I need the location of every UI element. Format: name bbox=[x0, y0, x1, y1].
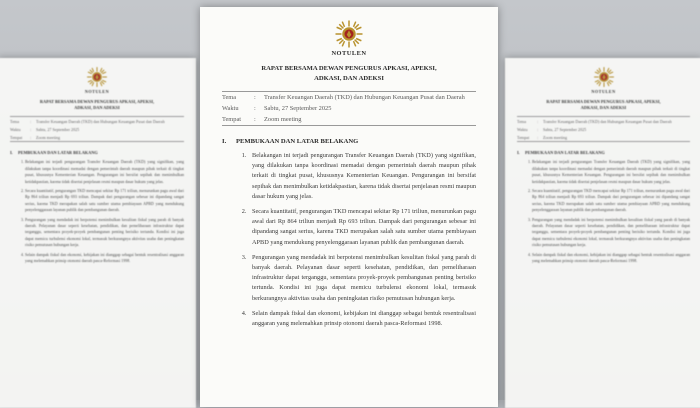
meta-value: Transfer Keuangan Daerah (TKD) dan Hubungan Keuangan Pusat dan Daerah bbox=[264, 92, 476, 104]
meta-value: Sabtu, 27 September 2025 bbox=[264, 105, 332, 113]
document-page-main bbox=[200, 7, 498, 407]
section-title: PEMBUKAAN DAN LATAR BELAKANG bbox=[236, 138, 359, 146]
document-title-line: RAPAT BERSAMA DEWAN PENGURUS APKASI, APEKSI, bbox=[261, 65, 437, 72]
item-list bbox=[10, 159, 184, 264]
list-item: 3. Pengurangan yang mendadak ini berpotensi menimbulkan kesulitan fiskal yang parah di banyak daerah. Pelayanan dasar seperti kesehatan, pendidikan, dan pemeliharaan infrastruktur dapat terganggu, sementara proyek-proyek pembangunan penting berisiko tertunda. Kondisi ini juga dapat memicu turbulensi ekonomi lokal, termasuk berkurangnya aktivitas usaha dan peningkatan risiko pemutusan hubungan kerja. bbox=[248, 253, 476, 304]
list-item: 2. Secara kuantitatif, pengurangan TKD mencapai sekitar Rp 171 triliun, menurunkan pagu awal dari Rp 864 triliun menjadi Rp 693 triliun. Dampak dari pengurangan sebesar ini dipandang sangat serius, karena TKD merupakan salah satu sumber utama pembiayaan APBD yang mendukung penyelenggaraan layanan publik dan pembangunan daerah. bbox=[25, 188, 184, 214]
list-item: 1. Belakangan ini terjadi pengurangan Transfer Keuangan Daerah (TKD) yang signifikan, yang dilakukan tanpa koordinasi memadai dengan pemerintah daerah maupun pihak terkait di tingkat pusat, khususnya Kementerian Keuangan. Pengurangan ini bersifat sepihak dan menimbulkan ketidakpastian, karena tidak disertai penjelasan resmi maupun dasar hukum yang jelas. bbox=[532, 159, 690, 185]
item-list bbox=[517, 159, 690, 264]
document-page-right bbox=[505, 58, 700, 408]
document-page-left bbox=[0, 58, 196, 408]
meta-separator: : bbox=[254, 92, 264, 104]
meta-label: Waktu bbox=[222, 105, 239, 113]
garuda-emblem-icon bbox=[334, 19, 364, 49]
list-item: 1. Belakangan ini terjadi pengurangan Transfer Keuangan Daerah (TKD) yang signifikan, yang dilakukan tanpa koordinasi memadai dengan pemerintah daerah maupun pihak terkait di tingkat pusat, khususnya Kementerian Keuangan. Pengurangan ini bersifat sepihak dan menimbulkan ketidakpastian, karena tidak disertai penjelasan resmi maupun dasar hukum yang jelas. bbox=[248, 151, 476, 202]
document-heading: NOTULEN bbox=[84, 89, 110, 94]
meta-row-tema bbox=[222, 92, 476, 104]
list-item: 4. Selain dampak fiskal dan ekonomi, kebijakan ini dianggap sebagai bentuk resentralisasi anggaran yang melemahkan prinsip otonomi daerah pasca-Reformasi 1998. bbox=[25, 252, 184, 265]
meta-row-waktu bbox=[222, 103, 476, 114]
list-item: 2. Secara kuantitatif, pengurangan TKD mencapai sekitar Rp 171 triliun, menurunkan pagu awal dari Rp 864 triliun menjadi Rp 693 triliun. Dampak dari pengurangan sebesar ini dipandang sangat serius, karena TKD merupakan salah satu sumber utama pembiayaan APBD yang mendukung penyelenggaraan layanan publik dan pembangunan daerah. bbox=[248, 207, 476, 248]
meta-separator: : bbox=[254, 105, 256, 113]
meta-label: Tempat bbox=[222, 114, 254, 126]
list-item: 1. Belakangan ini terjadi pengurangan Transfer Keuangan Daerah (TKD) yang signifikan, yang dilakukan tanpa koordinasi memadai dengan pemerintah daerah maupun pihak terkait di tingkat pusat, khususnya Kementerian Keuangan. Pengurangan ini bersifat sepihak dan menimbulkan ketidakpastian, karena tidak disertai penjelasan resmi maupun dasar hukum yang jelas. bbox=[25, 159, 184, 185]
list-item: 3. Pengurangan yang mendadak ini berpotensi menimbulkan kesulitan fiskal yang parah di banyak daerah. Pelayanan dasar seperti kesehatan, pendidikan, dan pemeliharaan infrastruktur dapat terganggu, sementara proyek-proyek pembangunan penting berisiko tertunda. Kondisi ini juga dapat memicu turbulensi ekonomi lokal, termasuk berkurangnya aktivitas usaha dan peningkatan risiko pemutusan hubungan kerja. bbox=[25, 217, 184, 249]
document-heading: NOTULEN bbox=[331, 50, 367, 57]
meta-value: Zoom meeting bbox=[264, 114, 476, 126]
section-number: I. bbox=[222, 138, 227, 146]
meta-row-tempat bbox=[222, 114, 476, 126]
meta-table bbox=[222, 91, 476, 126]
document-title-line: ADKASI, DAN ADEKSI bbox=[314, 74, 384, 82]
meta-table: Tema : Transfer Keuangan Daerah (TKD) dan Hubungan Keuangan Pusat dan Daerah Waktu : Sabtu, 27 September 2025 Tempat : Zoom meeting bbox=[517, 116, 690, 142]
meta-label: Tema bbox=[222, 92, 254, 104]
list-item: 2. Secara kuantitatif, pengurangan TKD mencapai sekitar Rp 171 triliun, menurunkan pagu awal dari Rp 864 triliun menjadi Rp 693 triliun. Dampak dari pengurangan sebesar ini dipandang sangat serius, karena TKD merupakan salah satu sumber utama pembiayaan APBD yang mendukung penyelenggaraan layanan publik dan pembangunan daerah. bbox=[532, 188, 690, 214]
section-heading: I. PEMBUKAAN DAN LATAR BELAKANG bbox=[10, 150, 98, 156]
list-item: 4. Selain dampak fiskal dan ekonomi, kebijakan ini dianggap sebagai bentuk resentralisasi anggaran yang melemahkan prinsip otonomi daerah pasca-Reformasi 1998. bbox=[532, 252, 690, 265]
section-heading bbox=[222, 138, 476, 145]
garuda-emblem-icon bbox=[86, 66, 108, 88]
document-title: RAPAT BERSAMA DEWAN PENGURUS APKASI, APEKSI, ADKASI, DAN ADEKSI bbox=[546, 99, 661, 111]
garuda-emblem-icon bbox=[593, 66, 615, 88]
document-heading: NOTULEN bbox=[591, 89, 616, 94]
list-item: 4. Selain dampak fiskal dan ekonomi, kebijakan ini dianggap sebagai bentuk resentralisasi anggaran yang melemahkan prinsip otonomi daerah pasca-Reformasi 1998. bbox=[248, 309, 476, 329]
section-heading: I. PEMBUKAAN DAN LATAR BELAKANG bbox=[517, 150, 605, 156]
meta-separator: : bbox=[254, 114, 264, 126]
list-item: 3. Pengurangan yang mendadak ini berpotensi menimbulkan kesulitan fiskal yang parah di banyak daerah. Pelayanan dasar seperti kesehatan, pendidikan, dan pemeliharaan infrastruktur dapat terganggu, sementara proyek-proyek pembangunan penting berisiko tertunda. Kondisi ini juga dapat memicu turbulensi ekonomi lokal, termasuk berkurangnya aktivitas usaha dan peningkatan risiko pemutusan hubungan kerja. bbox=[532, 217, 690, 249]
document-title: RAPAT BERSAMA DEWAN PENGURUS APKASI, APEKSI, ADKASI, DAN ADEKSI bbox=[39, 99, 155, 111]
document-title bbox=[222, 64, 476, 83]
item-list bbox=[222, 151, 476, 329]
meta-table: Tema : Transfer Keuangan Daerah (TKD) dan Hubungan Keuangan Pusat dan Daerah Waktu : Sabtu, 27 September 2025 Tempat : Zoom meeting bbox=[10, 116, 184, 142]
